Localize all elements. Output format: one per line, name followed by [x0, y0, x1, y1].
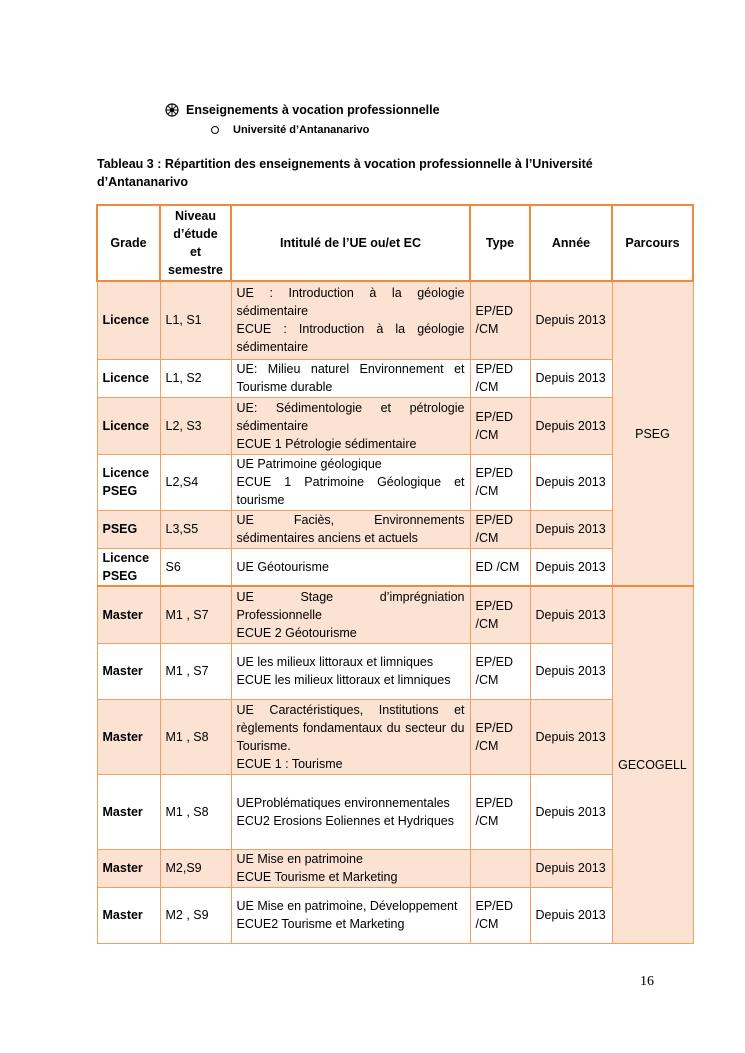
- cell-intitule: UE Mise en patrimoine ECUE Tourisme et Marketing: [231, 849, 470, 887]
- cell-annee: Depuis 2013: [530, 454, 612, 510]
- table-row: [97, 397, 693, 454]
- cell-grade: Licence: [97, 359, 160, 397]
- cell-type: EP/ED /CM: [470, 359, 530, 397]
- cell-niveau: L1, S1: [160, 281, 231, 359]
- cell-grade: Licence PSEG: [97, 548, 160, 586]
- page-number: 16: [640, 974, 654, 989]
- cell-niveau: L3,S5: [160, 510, 231, 548]
- cell-annee: Depuis 2013: [530, 887, 612, 943]
- table-row: [97, 699, 693, 774]
- cell-type: ED /CM: [470, 548, 530, 586]
- cell-niveau: L2, S3: [160, 397, 231, 454]
- cell-annee: Depuis 2013: [530, 281, 612, 359]
- cell-type: EP/ED /CM: [470, 774, 530, 849]
- cell-grade: Master: [97, 586, 160, 643]
- cell-annee: Depuis 2013: [530, 586, 612, 643]
- section-heading: [165, 103, 440, 117]
- cell-type: EP/ED /CM: [470, 510, 530, 548]
- cell-intitule: UE Faciès, Environnements sédimentaires anciens et actuels: [231, 510, 470, 548]
- cell-intitule: UE Caractéristiques, Institutions et règlements fondamentaux du secteur du Tourisme. ECUE 1 : Tourisme: [231, 699, 470, 774]
- table-row: [97, 887, 693, 943]
- table-row: [97, 281, 693, 359]
- cell-annee: Depuis 2013: [530, 510, 612, 548]
- cell-niveau: S6: [160, 548, 231, 586]
- cell-type: EP/ED /CM: [470, 643, 530, 699]
- table-row: [97, 454, 693, 510]
- flower-bullet-icon: [165, 103, 179, 117]
- cell-parcours-gecogell: GECOGELL: [612, 586, 693, 943]
- cell-parcours-pseg: PSEG: [612, 281, 693, 586]
- cell-type: EP/ED /CM: [470, 397, 530, 454]
- header-type: Type: [470, 205, 530, 281]
- cell-niveau: M1 , S8: [160, 699, 231, 774]
- cell-intitule: UE Patrimoine géologique ECUE 1 Patrimoine Géologique et tourisme: [231, 454, 470, 510]
- subsection-heading-text: Université d’Antananarivo: [233, 124, 370, 136]
- cell-niveau: M2,S9: [160, 849, 231, 887]
- cell-niveau: M1 , S7: [160, 586, 231, 643]
- cell-grade: Master: [97, 887, 160, 943]
- cell-annee: Depuis 2013: [530, 699, 612, 774]
- cell-annee: Depuis 2013: [530, 397, 612, 454]
- cell-grade: Master: [97, 643, 160, 699]
- cell-type: EP/ED /CM: [470, 281, 530, 359]
- cell-grade: Licence PSEG: [97, 454, 160, 510]
- cell-intitule: UE Mise en patrimoine, Développement ECUE2 Tourisme et Marketing: [231, 887, 470, 943]
- table-caption: Tableau 3 : Répartition des enseignements à vocation professionnelle à l’Université d’Antananarivo: [97, 157, 593, 189]
- table-row: [97, 586, 693, 643]
- subsection-heading: [211, 124, 369, 136]
- header-annee: Année: [530, 205, 612, 281]
- table-row: [97, 510, 693, 548]
- cell-type: EP/ED /CM: [470, 586, 530, 643]
- cell-annee: Depuis 2013: [530, 774, 612, 849]
- cell-grade: Master: [97, 699, 160, 774]
- table-row: [97, 849, 693, 887]
- cell-grade: Master: [97, 849, 160, 887]
- courses-table: [96, 204, 694, 944]
- cell-annee: Depuis 2013: [530, 643, 612, 699]
- cell-annee: Depuis 2013: [530, 849, 612, 887]
- cell-intitule: UE: Sédimentologie et pétrologie sédimentaire ECUE 1 Pétrologie sédimentaire: [231, 397, 470, 454]
- cell-grade: PSEG: [97, 510, 160, 548]
- cell-intitule: UE Stage d’imprégniation Professionnelle ECUE 2 Géotourisme: [231, 586, 470, 643]
- cell-niveau: M1 , S7: [160, 643, 231, 699]
- cell-niveau: M2 , S9: [160, 887, 231, 943]
- cell-type: EP/ED /CM: [470, 699, 530, 774]
- cell-type: EP/ED /CM: [470, 454, 530, 510]
- cell-annee: Depuis 2013: [530, 359, 612, 397]
- cell-grade: Licence: [97, 281, 160, 359]
- cell-niveau: L2,S4: [160, 454, 231, 510]
- cell-intitule: UEProblématiques environnementales ECU2 Erosions Eoliennes et Hydriques: [231, 774, 470, 849]
- cell-niveau: M1 , S8: [160, 774, 231, 849]
- cell-grade: Licence: [97, 397, 160, 454]
- table-row: [97, 359, 693, 397]
- cell-intitule: UE : Introduction à la géologie sédimentaire ECUE : Introduction à la géologie sédimentaire: [231, 281, 470, 359]
- header-parcours: Parcours: [612, 205, 693, 281]
- header-niveau: Niveau d’étude et semestre: [160, 205, 231, 281]
- cell-annee: Depuis 2013: [530, 548, 612, 586]
- table-header-row: [97, 205, 693, 281]
- table-row: [97, 643, 693, 699]
- header-intitule: Intitulé de l’UE ou/et EC: [231, 205, 470, 281]
- cell-intitule: UE: Milieu naturel Environnement et Tourisme durable: [231, 359, 470, 397]
- table-row: [97, 774, 693, 849]
- header-grade: Grade: [97, 205, 160, 281]
- circle-bullet-icon: [211, 126, 219, 134]
- table-row: [97, 548, 693, 586]
- cell-grade: Master: [97, 774, 160, 849]
- cell-intitule: UE les milieux littoraux et limniques ECUE les milieux littoraux et limniques: [231, 643, 470, 699]
- cell-intitule: UE Géotourisme: [231, 548, 470, 586]
- cell-type: [470, 849, 530, 887]
- cell-type: EP/ED /CM: [470, 887, 530, 943]
- section-heading-text: Enseignements à vocation professionnelle: [186, 103, 440, 117]
- cell-niveau: L1, S2: [160, 359, 231, 397]
